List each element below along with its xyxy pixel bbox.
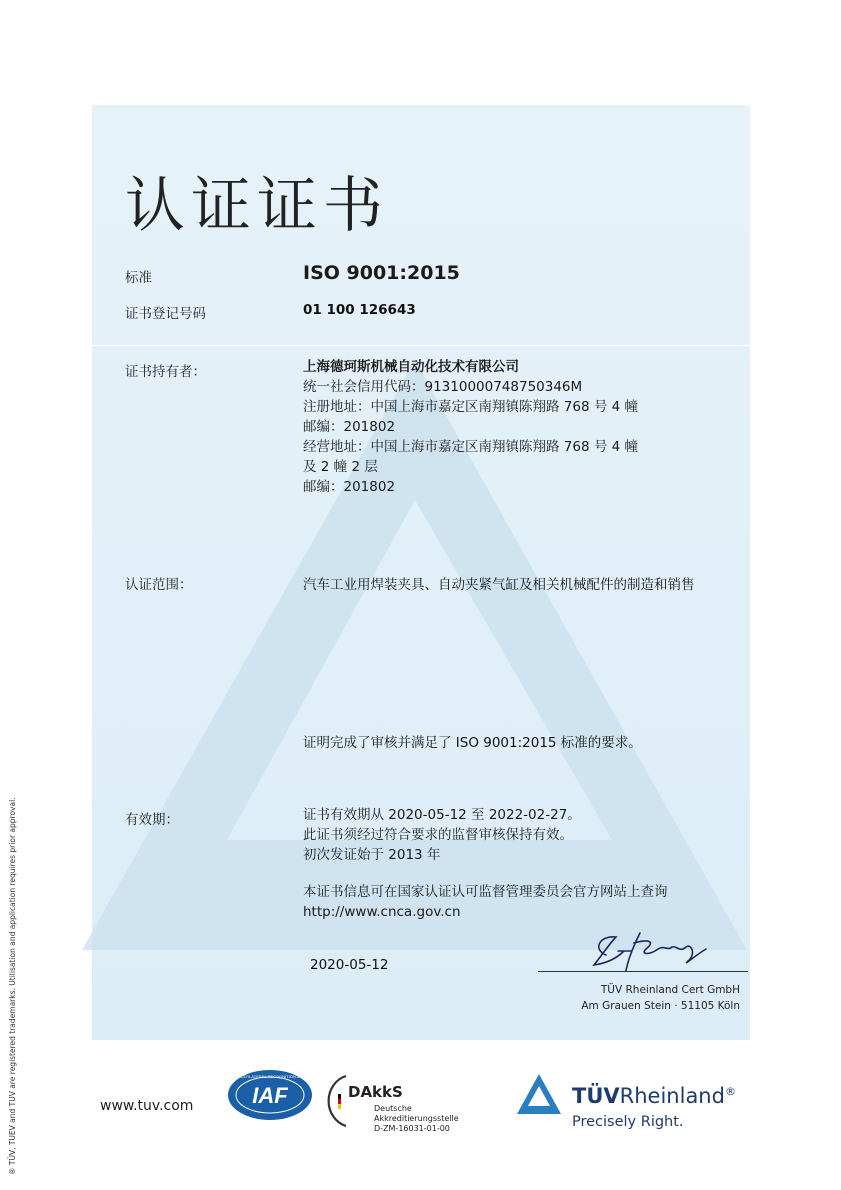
signature-line [538,971,748,972]
tuv-brand [572,1084,736,1108]
validity-label: 有效期： [125,812,179,828]
section-divider [92,345,750,346]
registration-label: 证书登记号码 [125,306,206,322]
dakks-sub-line: Deutsche [374,1104,412,1113]
holder-line: 及 2 幢 2 层 [303,459,378,475]
holder-line: 注册地址：中国上海市嘉定区南翔镇陈翔路 768 号 4 幢 [303,399,639,415]
holder-label: 证书持有者： [125,364,206,380]
standard-value: ISO 9001:2015 [303,262,460,284]
holder-line: 邮编：201802 [303,419,396,435]
holder-line: 统一社会信用代码：91310000748750346M [303,379,583,395]
signature-icon [588,925,718,975]
scope-value: 汽车工业用焊装夹具、自动夹紧气缸及相关机械配件的制造和销售 [303,577,695,593]
dakks-subtitle [374,1104,459,1134]
dakks-emblem-icon [320,1072,348,1130]
holder-line: 邮编：201802 [303,479,396,495]
validity-line: 初次发证始于 2013 年 [303,847,441,863]
iaf-logo-icon [212,1068,328,1122]
tuv-slogan: Precisely Right. [572,1114,684,1130]
scope-label: 认证范围： [125,577,193,593]
holder-line: 经营地址：中国上海市嘉定区南翔镇陈翔路 768 号 4 幢 [303,439,639,455]
iaf-ring-text: MEMBER OF MULTILATERAL RECOGNITION ARRANGEMENT [212,1074,328,1079]
validity-line: 此证书须经过符合要求的监督审核保持有效。 [303,827,573,843]
issuer-block [538,982,740,1014]
tuv-triangle-icon [516,1072,562,1116]
validity-line: 证书有效期从 2020-05-12 至 2022-02-27。 [303,807,581,823]
website-link[interactable]: www.tuv.com [100,1098,194,1114]
tuv-registered-mark: ® [724,1085,736,1098]
registration-value: 01 100 126643 [303,302,416,318]
info-block [303,882,668,922]
iaf-logo-text: IAF [252,1083,288,1108]
tuv-brand-rest: Rheinland [619,1084,725,1108]
info-line: 本证书信息可在国家认证认可监督管理委员会官方网站上查询 [303,884,668,900]
dakks-sub-line: Akkreditierungsstelle [374,1114,459,1123]
issuer-address: Am Grauen Stein · 51105 Köln [581,1000,740,1012]
standard-label: 标准 [125,270,152,286]
holder-block [303,357,638,497]
tuv-brand-bold: TÜV [572,1084,620,1108]
issuer-name: TÜV Rheinland Cert GmbH [600,984,740,996]
holder-company: 上海德珂斯机械自动化技术有限公司 [303,359,519,375]
info-url: http://www.cnca.gov.cn [303,904,461,920]
validity-block [303,805,581,865]
dakks-sub-line: D-ZM-16031-01-00 [374,1124,450,1133]
dakks-name: DAkkS [348,1083,403,1101]
issue-date: 2020-05-12 [310,957,389,973]
trademark-notice: ® TÜV, TUEV and TUV are registered trademarks. Utilisation and application requires prior approval. [8,797,17,1175]
certificate-title: 认证证书 [125,171,389,241]
conformity-statement: 证明完成了审核并满足了 ISO 9001:2015 标准的要求。 [303,735,642,751]
